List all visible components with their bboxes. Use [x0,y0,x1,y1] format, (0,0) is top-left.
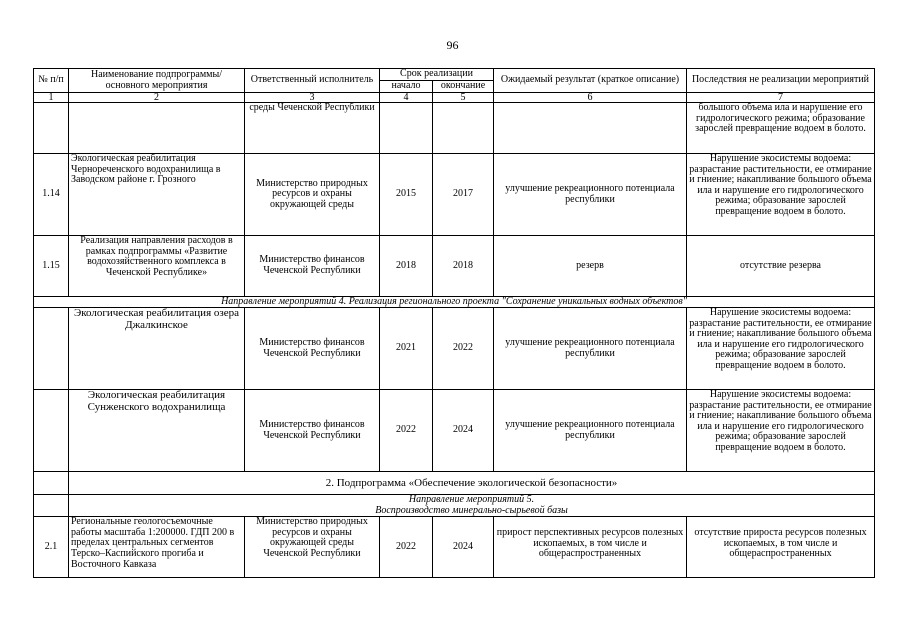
name-cell: Реализация направления расходов в рамках подпрограммы «Развитие водохозяйственного комплекса в Чеченской Республике» [69,236,245,297]
direction-4-row [34,297,875,308]
table-row-2-1 [34,517,875,578]
result-cell: улучшение рекреационного потенциала республики [494,390,687,472]
direction-5-heading [69,495,875,517]
direction-5-title: Направление мероприятий 5. [408,494,535,505]
subprogram-2-row [34,472,875,495]
consequences-cell: Нарушение экосистемы водоема: разрастание растительности, ее отмирание и гниение; накапливание большого объема ила и нарушение его гидрологического режима; образование зарослей превращение водоем в болото. [687,390,875,472]
responsible-cell: Министерство финансов Чеченской Республики [245,308,380,390]
consequences-cell: большого объема ила и нарушение его гидрологического режима; образование зарослей превращение водоем в болото. [687,103,875,154]
column-number: 7 [687,93,875,103]
column-number: 1 [34,93,69,103]
end-year: 2018 [433,236,494,297]
column-number: 2 [69,93,245,103]
header-end: окончание [433,81,494,93]
result-cell: улучшение рекреационного потенциала республики [494,154,687,236]
row-number: 1.14 [34,154,69,236]
end-year: 2024 [433,390,494,472]
program-table [33,68,875,578]
responsible-cell: Министерство финансов Чеченской Республики [245,236,380,297]
start-year: 2018 [380,236,433,297]
name-cell: Экологическая реабилитация озера Джалкинское [69,308,245,390]
result-cell: резерв [494,236,687,297]
table-row-sunzha [34,390,875,472]
result-cell: прирост перспективных ресурсов полезных ископаемых, в том числе и общераспространенных [494,517,687,578]
responsible-cell: Министерство природных ресурсов и охраны окружающей среды Чеченской Республики [245,517,380,578]
header-term: Срок реализации [380,69,494,81]
header-num: № п/п [34,69,69,93]
consequences-cell: Нарушение экосистемы водоема: разрастание растительности, ее отмирание и гниение; накапливание большого объема ила и нарушение его гидрологического режима; образование зарослей превращение водоем в болото. [687,308,875,390]
subprogram-2-heading: 2. Подпрограмма «Обеспечение экологической безопасности» [69,472,875,495]
header-result: Ожидаемый результат (краткое описание) [494,69,687,93]
table-row-1-15 [34,236,875,297]
end-year: 2024 [433,517,494,578]
end-year: 2017 [433,154,494,236]
header-consequences: Последствия не реализации мероприятий [687,69,875,93]
responsible-cell: среды Чеченской Республики [245,103,380,154]
row-number: 2.1 [34,517,69,578]
column-number: 6 [494,93,687,103]
start-year: 2015 [380,154,433,236]
table-row-dzhalka [34,308,875,390]
direction-4-heading: Направление мероприятий 4. Реализация регионального проекта "Сохранение уникальных водных объектов" [34,297,875,308]
consequences-cell: отсутствие прироста ресурсов полезных ископаемых, в том числе и общераспространенных [687,517,875,578]
end-year: 2022 [433,308,494,390]
name-cell: Экологическая реабилитация Сунженского водохранилища [69,390,245,472]
table-row-1-14 [34,154,875,236]
column-number: 3 [245,93,380,103]
consequences-cell: Нарушение экосистемы водоема: разрастание растительности, ее отмирание и гниение; накапливание большого объема ила и нарушение его гидрологического режима; образование зарослей превращение водоем в болото. [687,154,875,236]
start-year: 2022 [380,517,433,578]
header-row [34,69,875,81]
start-year: 2022 [380,390,433,472]
consequences-cell: отсутствие резерва [687,236,875,297]
responsible-cell: Министерство финансов Чеченской Республики [245,390,380,472]
result-cell: улучшение рекреационного потенциала республики [494,308,687,390]
direction-5-row [34,495,875,517]
row-number [34,308,69,390]
row-number [34,390,69,472]
start-year: 2021 [380,308,433,390]
responsible-cell: Министерство природных ресурсов и охраны окружающей среды [245,154,380,236]
row-number: 1.15 [34,236,69,297]
header-name: Наименование подпрограммы/ основного мероприятия [69,69,245,93]
header-start: начало [380,81,433,93]
name-cell: Экологическая реабилитация Чернореченского водохранилища в Заводском районе г. Грозного [69,154,245,236]
name-cell: Региональные геологосъемочные работы масштаба 1:200000. ГДП 200 в пределах центральных сегментов Терско–Каспийского прогиба и Восточного Кавказа [69,517,245,578]
table-row-continued [34,103,875,154]
column-number: 4 [380,93,433,103]
direction-5-subtitle: Воспроизводство минерально-сырьевой базы [375,504,568,516]
page-number: 96 [446,38,459,52]
column-numbers-row [34,93,875,103]
column-number: 5 [433,93,494,103]
header-responsible: Ответственный исполнитель [245,69,380,93]
